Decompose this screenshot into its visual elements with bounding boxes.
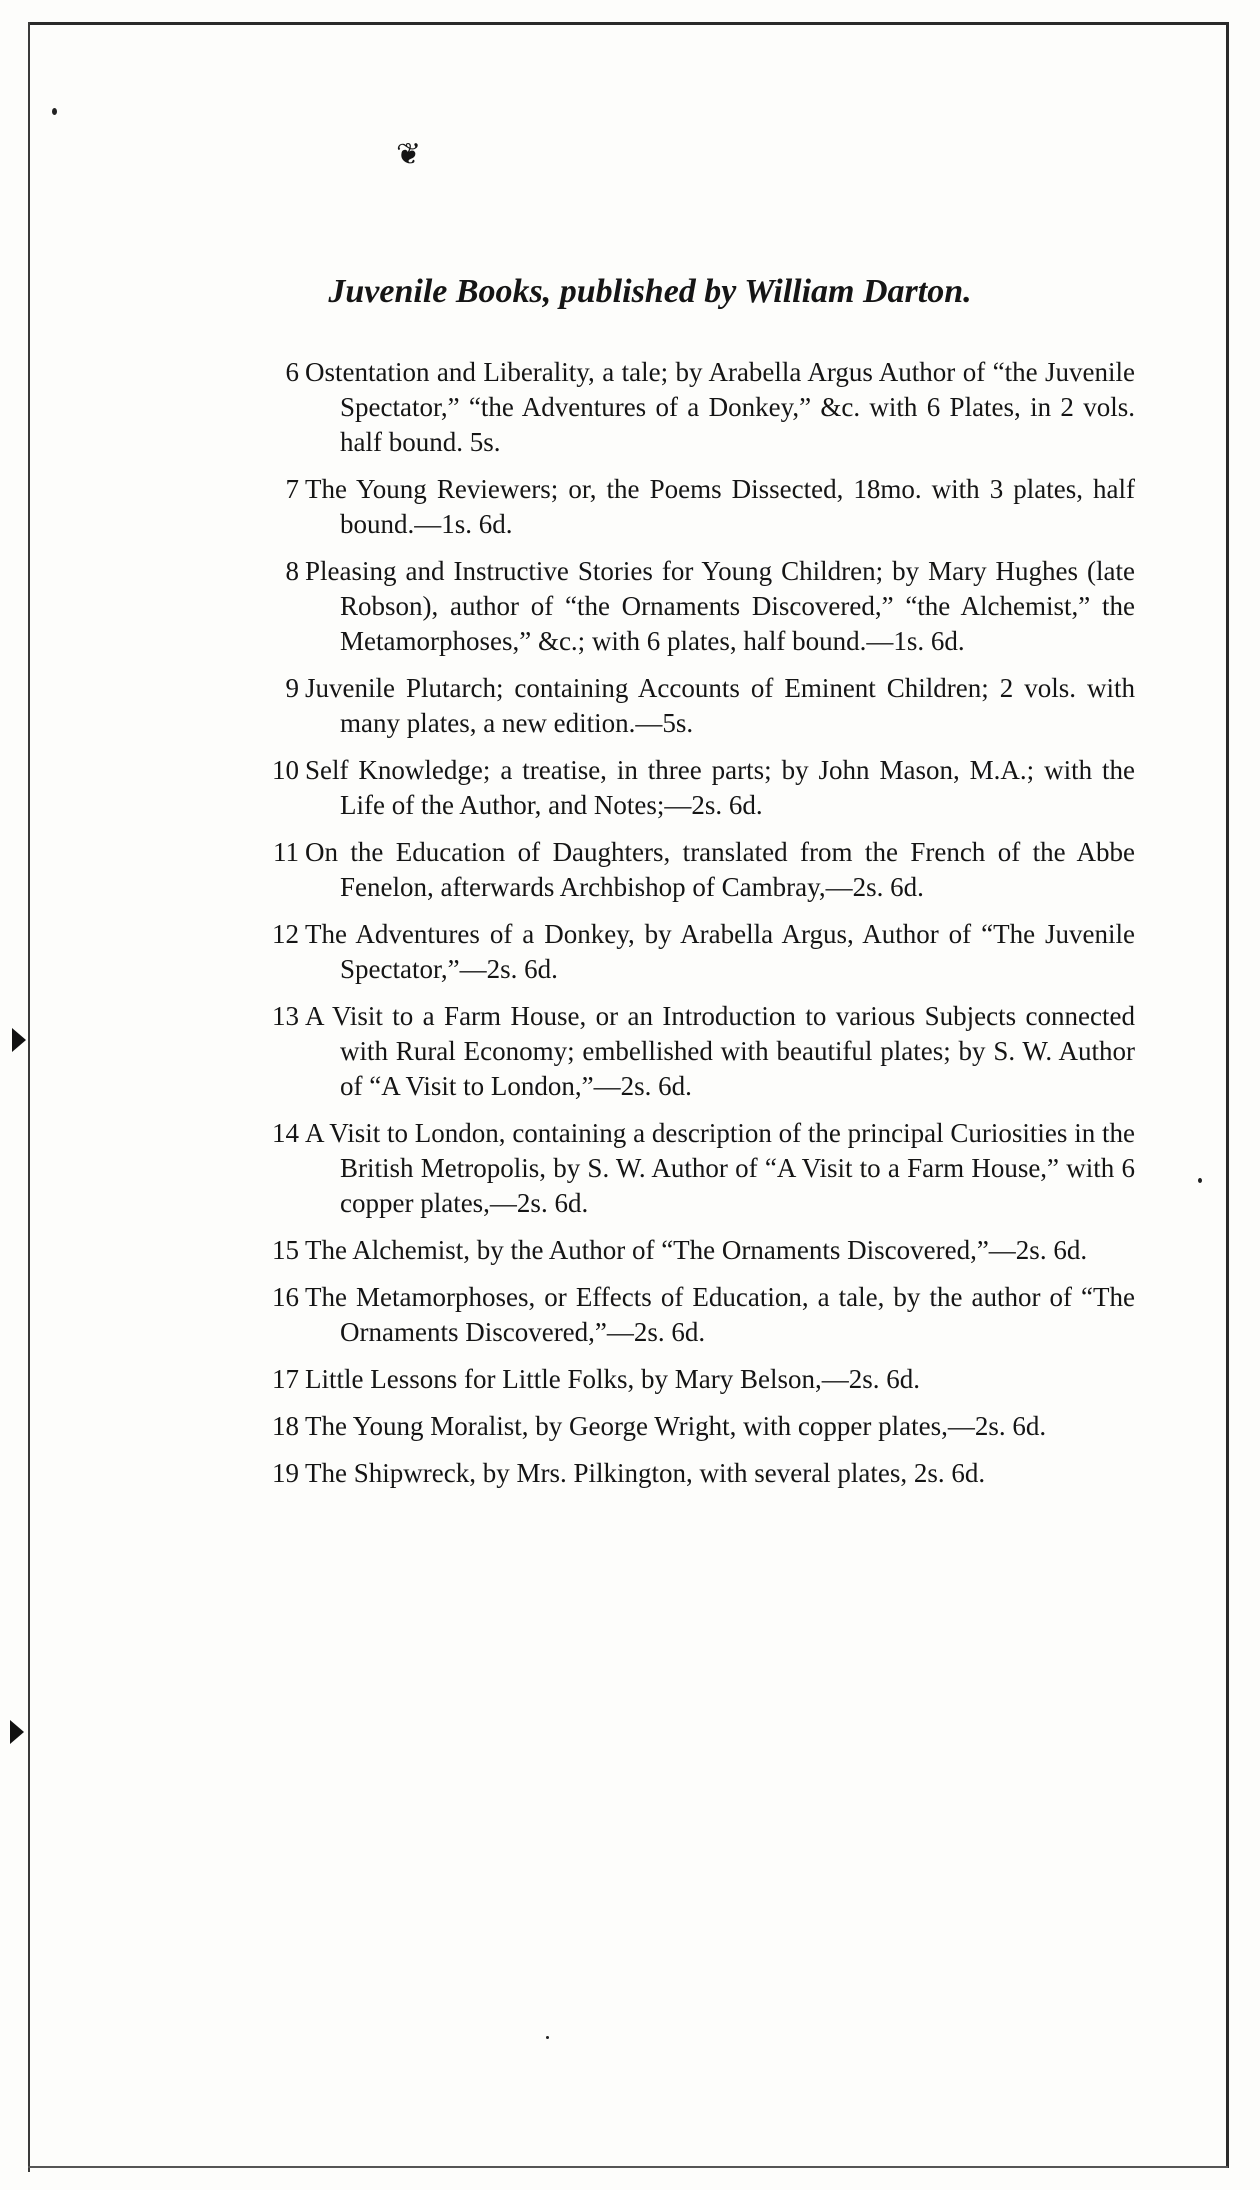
list-item [265, 1409, 1135, 1444]
entry-number: 12 [272, 919, 299, 949]
entry-text: A Visit to London, containing a description of the principal Curiosities in the British Metropolis, by S. W. Author of “A Visit to a Farm House,” with 6 copper plates,—2s. 6d. [305, 1118, 1135, 1218]
page-border-left [28, 22, 30, 2172]
list-item [265, 472, 1135, 542]
entry-number: 18 [272, 1411, 299, 1441]
entry-text: Ostentation and Liberality, a tale; by Arabella Argus Author of “the Juvenile Spectator,” “the Adventures of a Donkey,” &c. with 6 Plates, in 2 vols. half bound. 5s. [305, 357, 1135, 457]
entry-number: 8 [285, 556, 299, 586]
ink-speck [546, 2036, 549, 2039]
page-border-right [1226, 22, 1229, 2168]
list-item [265, 753, 1135, 823]
entry-number: 7 [285, 474, 299, 504]
entry-number: 6 [285, 357, 299, 387]
entry-text: On the Education of Daughters, translated from the French of the Abbe Fenelon, afterwards Archbishop of Cambray,—2s. 6d. [305, 837, 1135, 902]
list-item [265, 835, 1135, 905]
list-item [265, 554, 1135, 659]
list-item [265, 355, 1135, 460]
page-border-top [28, 22, 1228, 25]
list-item [265, 671, 1135, 741]
list-item [265, 1280, 1135, 1350]
ink-speck [52, 108, 57, 115]
entry-number: 17 [272, 1364, 299, 1394]
list-item [265, 917, 1135, 987]
list-item [265, 1362, 1135, 1397]
entry-text: The Young Reviewers; or, the Poems Dissected, 18mo. with 3 plates, half bound.—1s. 6d. [305, 474, 1135, 539]
entry-number: 11 [273, 837, 299, 867]
margin-mark-icon [12, 1028, 26, 1052]
list-item [265, 999, 1135, 1104]
entry-text: Juvenile Plutarch; containing Accounts of Eminent Children; 2 vols. with many plates, a new edition.—5s. [305, 673, 1135, 738]
entry-number: 13 [272, 1001, 299, 1031]
entry-text: The Shipwreck, by Mrs. Pilkington, with several plates, 2s. 6d. [305, 1458, 986, 1488]
entry-number: 19 [272, 1458, 299, 1488]
entry-text: A Visit to a Farm House, or an Introduction to various Subjects connected with Rural Economy; embellished with beautiful plates; by S. W. Author of “A Visit to London,”—2s. 6d. [305, 1001, 1135, 1101]
entry-text: Self Knowledge; a treatise, in three parts; by John Mason, M.A.; with the Life of the Author, and Notes;—2s. 6d. [305, 755, 1135, 820]
book-list [265, 355, 1135, 1503]
list-item [265, 1233, 1135, 1268]
entry-text: The Adventures of a Donkey, by Arabella Argus, Author of “The Juvenile Spectator,”—2s. 6d. [305, 919, 1135, 984]
page-title: Juvenile Books, published by William Darton. [328, 273, 972, 310]
entry-number: 16 [272, 1282, 299, 1312]
entry-number: 10 [272, 755, 299, 785]
entry-number: 15 [272, 1235, 299, 1265]
entry-text: The Young Moralist, by George Wright, with copper plates,—2s. 6d. [305, 1411, 1047, 1441]
entry-text: Pleasing and Instructive Stories for Young Children; by Mary Hughes (late Robson), author of “the Ornaments Discovered,” “the Alchemist,” the Metamorphoses,” &c.; with 6 plates, half bound.—1s. 6d. [305, 556, 1135, 656]
list-item [265, 1116, 1135, 1221]
page-border-bottom [28, 2166, 1228, 2168]
entry-text: The Metamorphoses, or Effects of Education, a tale, by the author of “The Ornaments Discovered,”—2s. 6d. [305, 1282, 1135, 1347]
ornament-icon: ❦ [396, 138, 422, 171]
entry-number: 9 [285, 673, 299, 703]
entry-number: 14 [272, 1118, 299, 1148]
entry-text: The Alchemist, by the Author of “The Ornaments Discovered,”—2s. 6d. [305, 1235, 1088, 1265]
entry-text: Little Lessons for Little Folks, by Mary Belson,—2s. 6d. [305, 1364, 920, 1394]
ink-speck [1198, 1178, 1202, 1183]
list-item [265, 1456, 1135, 1491]
margin-mark-icon [10, 1720, 24, 1744]
